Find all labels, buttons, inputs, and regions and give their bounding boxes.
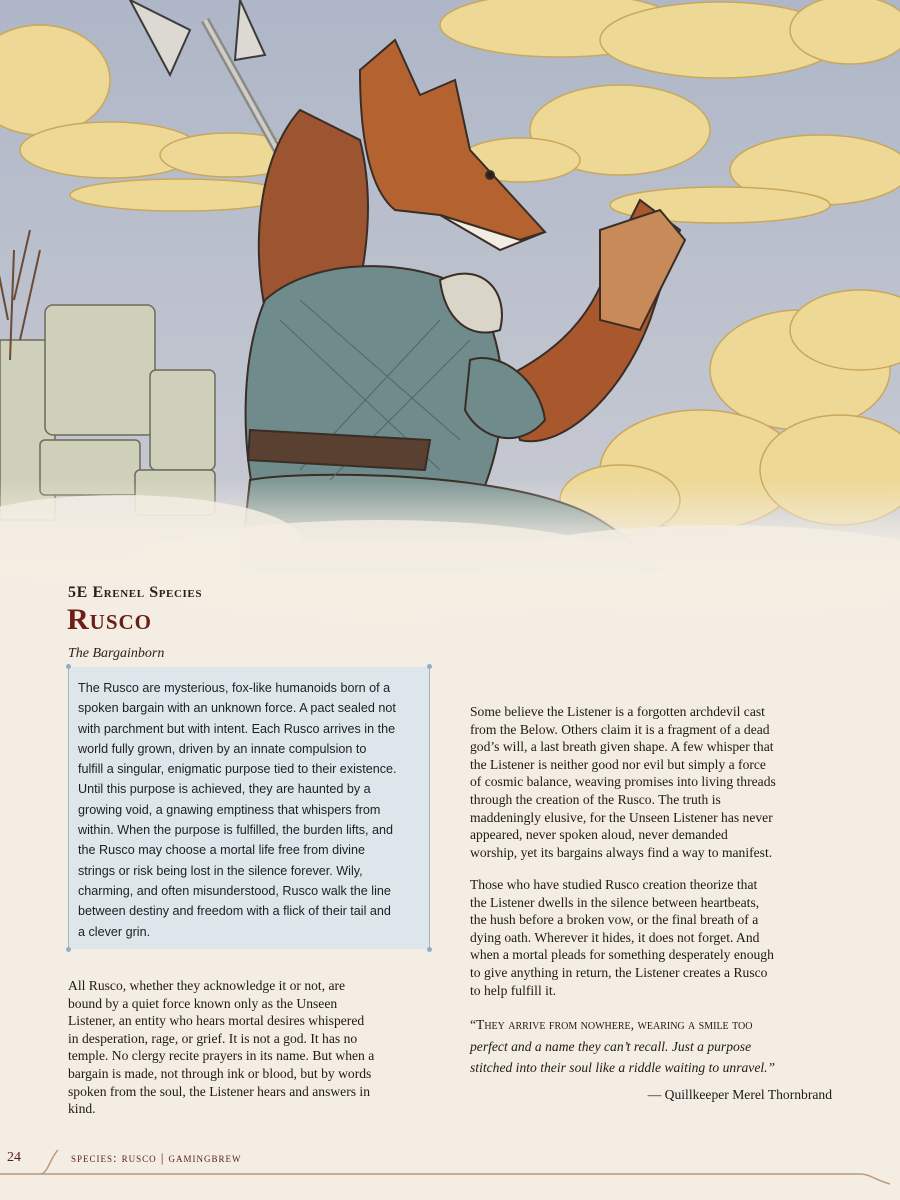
quote-line: “They arrive from nowhere, wearing a smile too (470, 1017, 753, 1032)
paragraph-listener-origins (470, 703, 834, 861)
quote-attribution: — Quillkeeper Merel Thornbrand (647, 1086, 832, 1102)
page-tagline: The Bargainborn (68, 646, 165, 661)
page-title: Rusco (67, 603, 153, 636)
text-line: kind. (68, 1101, 96, 1117)
sidebar-line: between destiny and freedom with a flick of their tail and (78, 904, 391, 919)
page-number: 24 (7, 1150, 21, 1165)
text-line: to help fulfill it. (470, 982, 557, 998)
sidebar-line: within. When the purpose is fulfilled, the burden lifts, and (78, 823, 394, 838)
sidebar-line: world fully grown, driven by an innate compulsion to (78, 741, 367, 756)
corner-dot-icon (66, 947, 71, 952)
text-line: through the creation of the Rusco. The truth is (470, 791, 721, 807)
text-line: Listener, an entity who hears mortal desires whispered (68, 1013, 365, 1029)
text-line: the Listener dwells in the silence between heartbeats, (470, 894, 760, 910)
text-line: appeared, never spoken aloud, never demanded (470, 827, 728, 843)
section-subtitle: 5E Erenel Species (68, 584, 203, 601)
text-line: spoken from the soul, the Listener hears and answers in (68, 1083, 371, 1099)
paragraph-rusco-creation (470, 876, 834, 999)
sidebar-line: Until this purpose is achieved, they are haunted by a (78, 782, 371, 797)
sidebar-line: charming, and often misunderstood, Rusco walk the line (78, 883, 391, 898)
intro-sidebar-box (68, 667, 430, 949)
text-line: temple. No clergy recite prayers in its name. But when a (68, 1048, 375, 1064)
text-line: from the Below. Others claim it is a fragment of a dead (470, 721, 770, 737)
text-line: the Listener is neither good nor evil but simply a force (470, 756, 766, 772)
text-line: god’s will, a last breath given shape. A few whisper that (470, 739, 774, 755)
sidebar-line: a clever grin. (78, 924, 151, 939)
epigraph-quote (470, 1014, 834, 1105)
sidebar-line: spoken bargain with an unknown force. A pact sealed not (78, 701, 396, 716)
text-line: in desperation, rage, or grief. It is not a god. It has no (68, 1030, 358, 1046)
text-line: bargain is made, not through ink or blood, but by words (68, 1065, 372, 1081)
text-line: bound by a quiet force known only as the Unseen (68, 995, 338, 1011)
text-line: when a mortal pleads for something desperately enough (470, 947, 774, 963)
text-line: maddeningly elusive, for the Unseen Listener has never (470, 809, 773, 825)
text-line: dying oath. Wherever it hides, it does not forget. And (470, 929, 760, 945)
sidebar-line: with parchment but with intent. Each Rusco arrives in the (78, 721, 396, 736)
text-line: worship, yet its bargains always find a way to manifest. (470, 844, 773, 860)
text-line: Some believe the Listener is a forgotten archdevil cast (470, 704, 765, 719)
sidebar-line: strings or risk being lost in the silence forever. Wily, (78, 863, 363, 878)
text-line: Those who have studied Rusco creation theorize that (470, 877, 758, 892)
corner-dot-icon (427, 947, 432, 952)
sidebar-line: growing void, a gnawing emptiness that whispers from (78, 802, 381, 817)
sidebar-line: the Rusco may choose a mortal life free from divine (78, 843, 365, 858)
footer-running-title: species: rusco | gamingbrew (71, 1151, 242, 1165)
corner-dot-icon (66, 664, 71, 669)
text-line: All Rusco, whether they acknowledge it or not, are (68, 978, 346, 993)
text-line: the hush before a broken vow, or the final breath of a (470, 912, 759, 928)
paragraph-unseen-listener (68, 977, 432, 1118)
quote-line: stitched into their soul like a riddle waiting to unravel.” (470, 1060, 776, 1075)
quote-line: perfect and a name they can’t recall. Just a purpose (470, 1038, 752, 1054)
text-line: to give anything in return, the Listener creates a Rusco (470, 964, 768, 980)
sidebar-line: The Rusco are mysterious, fox-like humanoids born of a (78, 681, 391, 695)
corner-dot-icon (427, 664, 432, 669)
text-line: of cosmic balance, weaving promises into living threads (470, 774, 776, 790)
sidebar-line: fulfill a singular, enigmatic purpose tied to their existence. (78, 762, 397, 777)
